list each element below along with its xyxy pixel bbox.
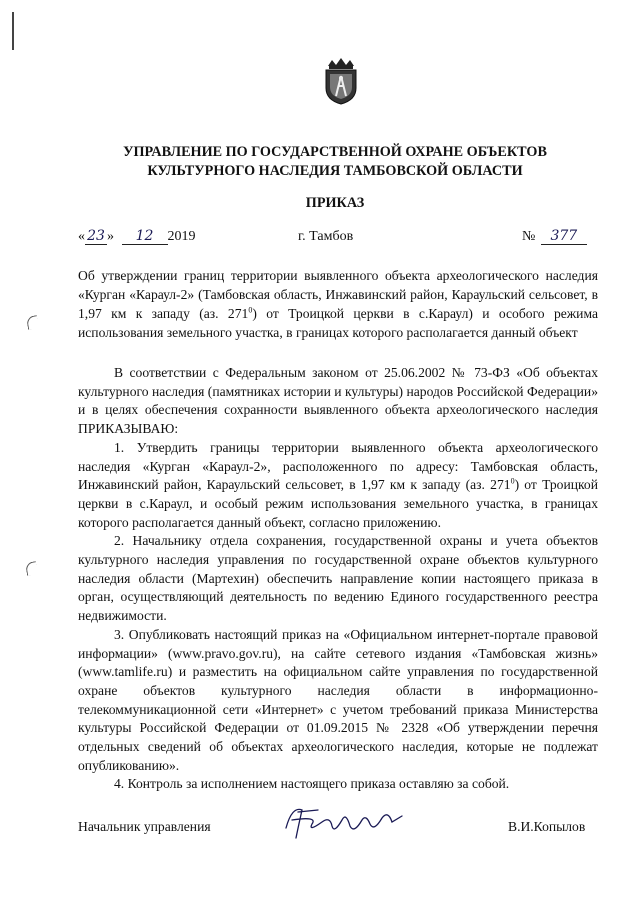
item-1-text-cont: ) от Троицкой церкви в с.Караул, и особый режим использования земельного участка, в границах которого располагается данный объект, согласно приложению. <box>78 477 598 530</box>
order-body <box>78 364 598 794</box>
item-1-paragraph <box>78 439 598 533</box>
document-type-title: ПРИКАЗ <box>305 195 365 211</box>
organization-name-line1: УПРАВЛЕНИЕ ПО ГОСУДАРСТВЕННОЙ ОХРАНЕ ОБЪЕКТОВ <box>123 144 547 160</box>
tambov-coat-of-arms-icon <box>320 56 362 106</box>
number-sign: № <box>522 229 536 244</box>
subject-text: Об утверждении границ территории выявленного объекта археологического наследия «Курган «Караул-2» (Тамбовская область, Инжавинский район, Караульский сельсовет, в 1,97 км к западу (аз. 271 <box>78 268 598 321</box>
item-4-paragraph: 4. Контроль за исполнением настоящего приказа оставляю за собой. <box>114 776 510 792</box>
degree-superscript: 0 <box>510 476 515 486</box>
margin-pencil-mark <box>26 315 39 330</box>
order-subject <box>78 266 598 342</box>
margin-pencil-mark <box>25 561 38 576</box>
order-date <box>78 228 196 246</box>
item-2-paragraph: 2. Начальнику отдела сохранения, государственной охраны и учета объектов культурного наследия управления по государственной охране объектов культурного наследия области (Мартехин) обеспечить направление копии настоящего приказа в орган, осуществляющий деятельность по ведению Единого государственного реестра недвижимости. <box>78 533 598 624</box>
quote-close: » <box>107 229 114 244</box>
subject-text-cont: ) от Троицкой церкви в с.Караул) и особого режима использования земельного участка, в границах которого располагается данный объект <box>78 306 598 340</box>
signatory-position: Начальник управления <box>78 819 211 834</box>
signatory-name: В.И.Копылов <box>508 819 586 834</box>
order-year: 2019 <box>167 229 196 244</box>
item-3-paragraph: 3. Опубликовать настоящий приказ на «Официальном интернет-портале правовой информации» (www.pravo.gov.ru), на сайте сетевого издания «Тамбовская жизнь» (www.tamlife.ru) и разместить на официальном сайте управления по государственной охране объектов культурного наследия области в информационно-телекоммуникационной сети «Интернет» с учетом требований приказа Министерства культуры Российской Федерации от 01.09.2015 № 2328 «Об утверждении перечня отдельных сведений об объектах археологического наследия, которые не подлежат опубликованию». <box>78 626 598 773</box>
order-number-value: 377 <box>541 228 587 245</box>
degree-superscript: 0 <box>248 305 253 315</box>
scan-edge-mark <box>12 12 14 50</box>
order-number <box>522 228 587 246</box>
organization-name-line2: КУЛЬТУРНОГО НАСЛЕДИЯ ТАМБОВСКОЙ ОБЛАСТИ <box>147 163 523 179</box>
preamble-paragraph: В соответствии с Федеральным законом от 25.06.2002 № 73-ФЗ «Об объектах культурного наследия (памятниках истории и культуры) народов Российской Федерации» и в целях обеспечения сохранности выявленного объекта археологического наследия ПРИКАЗЫВАЮ: <box>78 365 598 437</box>
quote-open: « <box>78 229 85 244</box>
order-month: 12 <box>122 228 168 245</box>
handwritten-signature-icon <box>278 798 418 844</box>
order-day: 23 <box>85 228 107 245</box>
item-1-text: 1. Утвердить границы территории выявленного объекта археологического наследия «Курган «Караул-2», расположенного по адресу: Тамбовская область, Инжавинский район, Караульский сельсовет, в 1,97 км к западу (аз. 271 <box>78 439 598 493</box>
order-city: г. Тамбов <box>298 229 354 244</box>
